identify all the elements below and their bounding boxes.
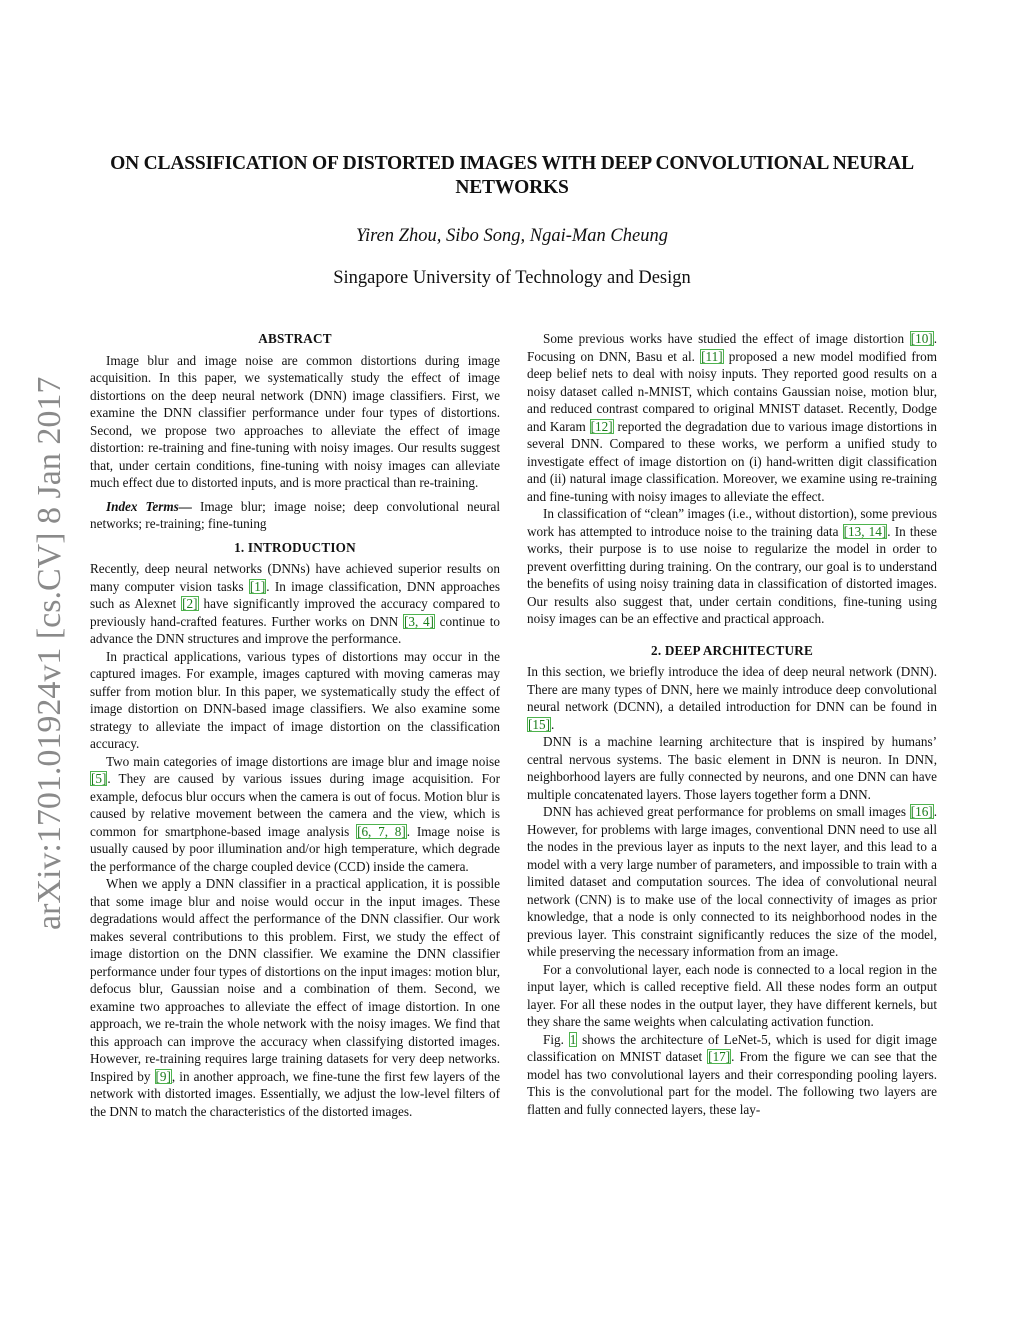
text-run: . In image classification, DNN approaches such as Alexnet [90, 578, 500, 611]
text-run: proposed a new model modified from deep belief nets to deal with noisy inputs. They reported good results on a noisy dataset called n-MNIST, which contains Gaussian noise, motion blur, and reduced contrast compared to original MNIST dataset. Recently, Dodge and Karam [527, 348, 937, 434]
citation-link[interactable]: [2] [182, 596, 198, 611]
citation-link[interactable]: [13, 14] [843, 523, 887, 539]
citation-link[interactable]: [9] [155, 1068, 171, 1084]
arch-paragraph-1 [527, 663, 937, 733]
text-run: Two main categories of image distortions are image blur and image noise [106, 753, 500, 769]
text-run: continue to advance the DNN structures and improve the performance. [90, 613, 500, 646]
citation-link[interactable]: [10] [910, 331, 933, 346]
citation-link[interactable]: [5] [91, 771, 107, 786]
intro-paragraph-4 [90, 875, 500, 1120]
arch-paragraph-3 [527, 803, 937, 961]
text-run: When we apply a DNN classifier in a practical application, it is possible that some image blur and noise would occur in the input images. These degradations would affect the performance of the DNN classifier. Our work makes several contributions to this problem. First, we study the effect of image distortion on the DNN classifier. We examine the DNN classifier performance under four types of distortions on the input images: motion blur, defocus blur, Gaussian noise and a combination of them. Second, we examine two approaches to alleviate the effect of image distortion. In one approach, we re-train the whole network with the noisy images. We find that this approach can improve the accuracy when classifying distorted images. However, re-training requires large training datasets for very deep networks. Inspired by [90, 876, 500, 1084]
text-run: , in another approach, we fine-tune the first few layers of the network with distorted images. Essentially, we adjust the low-level filters of the DNN to match the characteristics of the distorted images. [90, 1068, 500, 1119]
text-run: In classification of “clean” images (i.e., without distortion), some previous work has attempted to introduce noise to the training data [527, 506, 937, 539]
paper-title: ON CLASSIFICATION OF DISTORTED IMAGES WITH DEEP CONVOLUTIONAL NEURAL NETWORKS [110, 153, 914, 198]
paper-affiliation: Singapore University of Technology and Design [333, 268, 691, 288]
text-run: Some previous works have studied the effect of image distortion [543, 331, 910, 346]
left-column [90, 330, 500, 1120]
text-run: shows the architecture of LeNet-5, which is used for digit image classification on MNIST dataset [527, 1031, 938, 1064]
citation-link[interactable]: [11] [701, 348, 723, 364]
text-run: . Image noise is usually caused by poor illumination and/or high temperature, which degrade the performance of the charge coupled device (CCD) inside the camera. [90, 823, 500, 874]
text-run: In this section, we briefly introduce the idea of deep neural network (DNN). There are many types of DNN, here we mainly introduce deep convolutional neural network (DCNN), a detailed introduction for DNN can be found in [527, 664, 937, 714]
intro-paragraph-6 [527, 505, 937, 628]
intro-paragraph-2: In practical applications, various types of distortions may occur in the captured images. For example, images captured with moving cameras may suffer from motion blur. In this paper, we systematically study the effect of image distortion on DNN-based image classifiers. We also examine some strategy to alleviate the impact of image distortion on the classification accuracy. [90, 648, 500, 751]
citation-link[interactable]: [6, 7, 8] [357, 823, 406, 839]
index-terms-text: Image blur; image noise; deep convolutional neural networks; re-training; fine-tuning [90, 498, 500, 531]
text-run: . Focusing on DNN, Basu et al. [527, 331, 937, 364]
text-run: . From the figure we can see that the model has two convolutional layers and their corresponding pooling layers. This is the convolutional part for the model. The following two layers are flatten and fully connected layers, these lay- [527, 1049, 938, 1117]
right-column [527, 330, 937, 1118]
text-run: DNN has achieved great performance for problems on small images [543, 804, 910, 819]
intro-paragraph-1 [90, 560, 500, 648]
text-run: . However, for problems with large images, conventional DNN need to use all the nodes in the previous layer as inputs to the next layer, and this lead to a model with a very large number of parameters, and impossible to train with a limited dataset and computation sources. The idea of convolutional neural network (CNN) is to make use of the local connectivity of images as prior knowledge, that a node is only connected to its neighborhood nodes in the previous layer. This constraint significantly reduces the size of the model, while preserving the necessary information from an image. [527, 804, 937, 959]
citation-link[interactable]: [17] [708, 1049, 731, 1064]
text-run: Recently, deep neural networks (DNNs) have achieved superior results on many computer vision tasks [90, 561, 500, 594]
intro-paragraph-3 [90, 753, 500, 876]
text-run: . [550, 716, 555, 732]
text-run: Fig. [543, 1031, 569, 1047]
text-run: have significantly improved the accuracy compared to previously hand-crafted features. Further works on DNN [90, 596, 500, 629]
text-run: . They are caused by various issues during image acquisition. For example, defocus blur occurs when the camera is out of focus. Motion blur is caused by relative movement between the camera and the view, which is common for smartphone-based image analysis [90, 771, 500, 839]
section-1-heading: 1. INTRODUCTION [234, 539, 356, 555]
index-terms [90, 498, 500, 533]
citation-link[interactable]: [3, 4] [403, 613, 434, 629]
index-terms-label: Index Terms— [106, 498, 192, 514]
citation-link[interactable]: [12] [590, 418, 613, 434]
text-run: . In these works, their purpose is to use noise to regularize the model in order to prevent overfitting during training. On the contrary, our goal is to understand the benefits of using noisy training data in classification of distorted images. Our results also suggest that, under certain conditions, fine-tuning using noisy images can be an effective and practical approach. [527, 523, 937, 626]
arch-paragraph-4: For a convolutional layer, each node is connected to a local region in the input layer, which is called receptive field. All these nodes form an output layer. For all these nodes in the output layer, they have different kernels, but they share the same weights when calculating activation function. [527, 961, 937, 1029]
abstract-heading: ABSTRACT [258, 331, 332, 346]
intro-paragraph-5 [527, 330, 937, 505]
arxiv-identifier: arXiv:1701.01924v1 [cs.CV] 8 Jan 2017 [31, 376, 68, 930]
arch-paragraph-2: DNN is a machine learning architecture that is inspired by humans’ central nervous systems. The basic element in DNN is neuron. In DNN, neighborhood layers are fully connected by neurons, and one DNN can have multiple concatenated layers. Those layers together form a DNN. [527, 734, 937, 802]
abstract-text: Image blur and image noise are common distortions during image acquisition. In this paper, we systematically study the effect of image distortions on the deep neural network (DNN) image classifiers. First, we examine the DNN classifier performance under four types of distortions. Second, we propose two approaches to alleviate the effect of image distortion: re-training and fine-tuning with noisy images. Our results suggest that, under certain conditions, fine-tuning with noisy images can alleviate much effect due to distorted inputs, and is more practical than re-training. [90, 352, 500, 490]
section-gap [527, 628, 937, 636]
paper-authors: Yiren Zhou, Sibo Song, Ngai-Man Cheung [356, 226, 668, 246]
citation-link[interactable]: [15] [528, 716, 550, 732]
figure-link[interactable]: 1 [569, 1031, 577, 1047]
text-run: reported the degradation due to various image distortions in several DNN. Compared to these works, we perform a unified study to investigate effect of image distortion on (i) hand-written digit classification and (ii) natural image classification. Moreover, we examine using re-training and fine-tuning with noisy images to alleviate the effect. [527, 418, 937, 504]
citation-link[interactable]: [16] [910, 804, 933, 819]
section-2-heading: 2. DEEP ARCHITECTURE [651, 642, 813, 658]
paper-header [80, 152, 944, 290]
arch-paragraph-5 [527, 1031, 937, 1119]
citation-link[interactable]: [1] [249, 578, 266, 594]
